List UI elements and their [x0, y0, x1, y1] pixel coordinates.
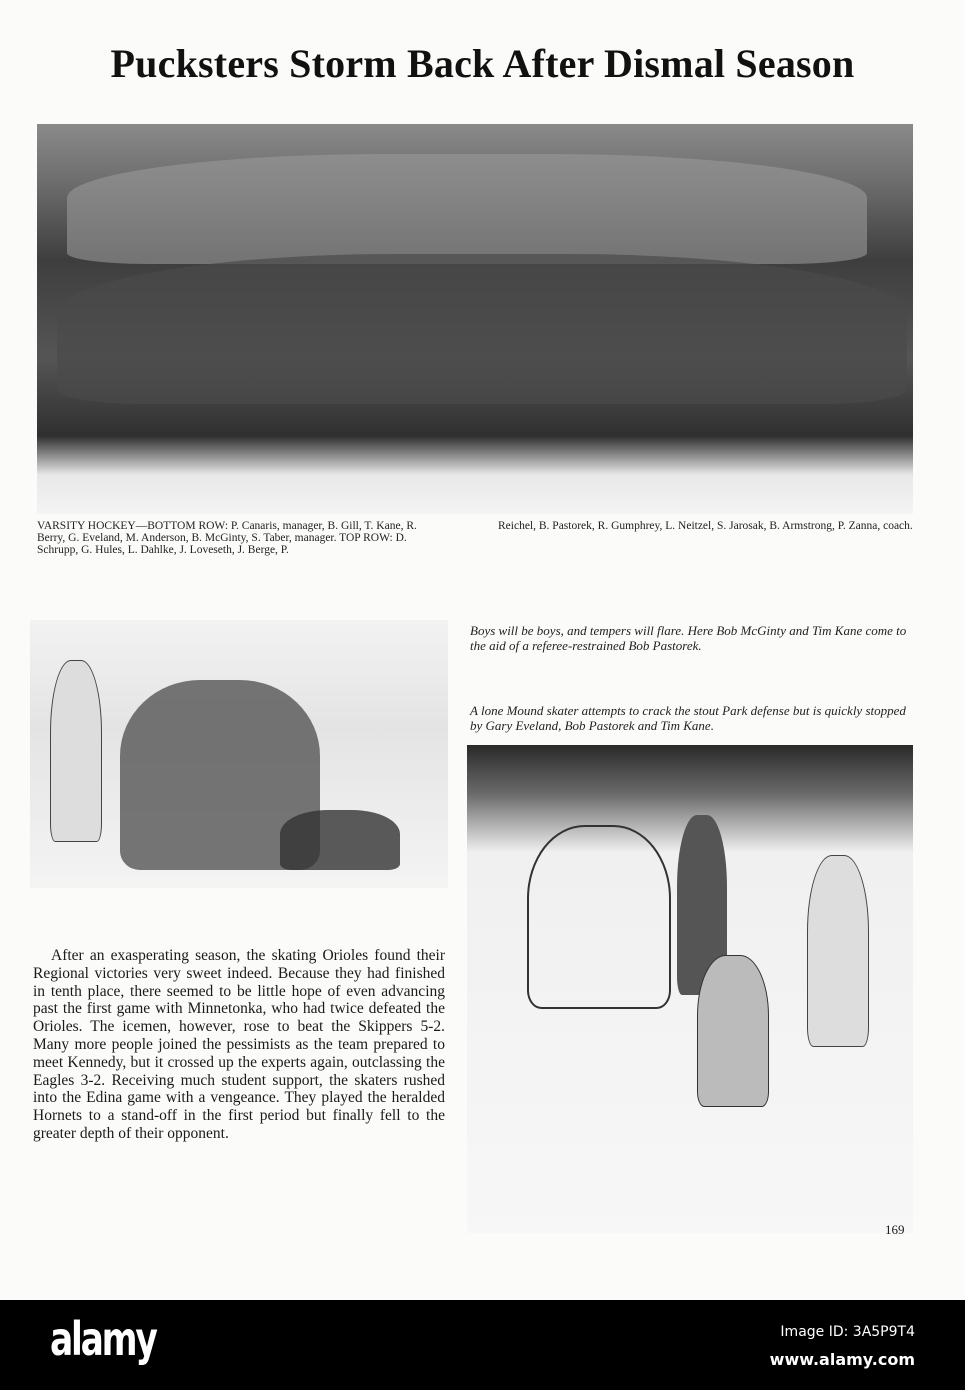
- image-id: Image ID: 3A5P9T4: [780, 1324, 915, 1340]
- watermark-bar: [0, 1300, 965, 1390]
- team-photo-caption-col1: VARSITY HOCKEY—BOTTOM ROW: P. Canaris, manager, B. Gill, T. Kane, R. Berry, G. Eveland, M. Anderson, B. McGinty, S. Taber, manager. TOP ROW: D. Schrupp, G. Hules, L. Dahlke, J. Loveseth, J. Berge, P.: [37, 520, 417, 556]
- goal-photo: [467, 745, 913, 1233]
- goal-photo-caption: A lone Mound skater attempts to crack the stout Park defense but is quickly stopped by Gary Eveland, Bob Pastorek and Tim Kane.: [470, 703, 906, 733]
- team-photo-caption-col2: Reichel, B. Pastorek, R. Gumphrey, L. Neitzel, S. Jarosak, B. Armstrong, P. Zanna, coach.: [498, 520, 913, 532]
- article-body: After an exasperating season, the skating Orioles found their Regional victories very sweet indeed. Because they had finished in tenth place, there seemed to be little hope of even advancing past the first game with Minnetonka, who had twice defeated the Orioles. The icemen, however, rose to beat the Skippers 5-2. Many more people joined the pessimists as the team prepared to meet Kennedy, but it crossed up the experts again, outclassing the Eagles 3-2. Receiving much student support, the skaters rushed into the Edina game with a vengeance. They played the heralded Hornets to a stand-off in the first period but finally fell to the greater depth of their opponent.: [33, 947, 445, 1142]
- page-number: 169: [885, 1222, 905, 1237]
- page-headline: Pucksters Storm Back After Dismal Season: [110, 41, 855, 86]
- fight-photo: [30, 620, 448, 888]
- team-photo: [37, 124, 913, 514]
- fight-photo-caption: Boys will be boys, and tempers will flare. Here Bob McGinty and Tim Kane come to the aid of a referee-restrained Bob Pastorek.: [470, 623, 907, 653]
- watermark-url: www.alamy.com: [769, 1350, 915, 1369]
- alamy-logo: alamy: [50, 1312, 156, 1366]
